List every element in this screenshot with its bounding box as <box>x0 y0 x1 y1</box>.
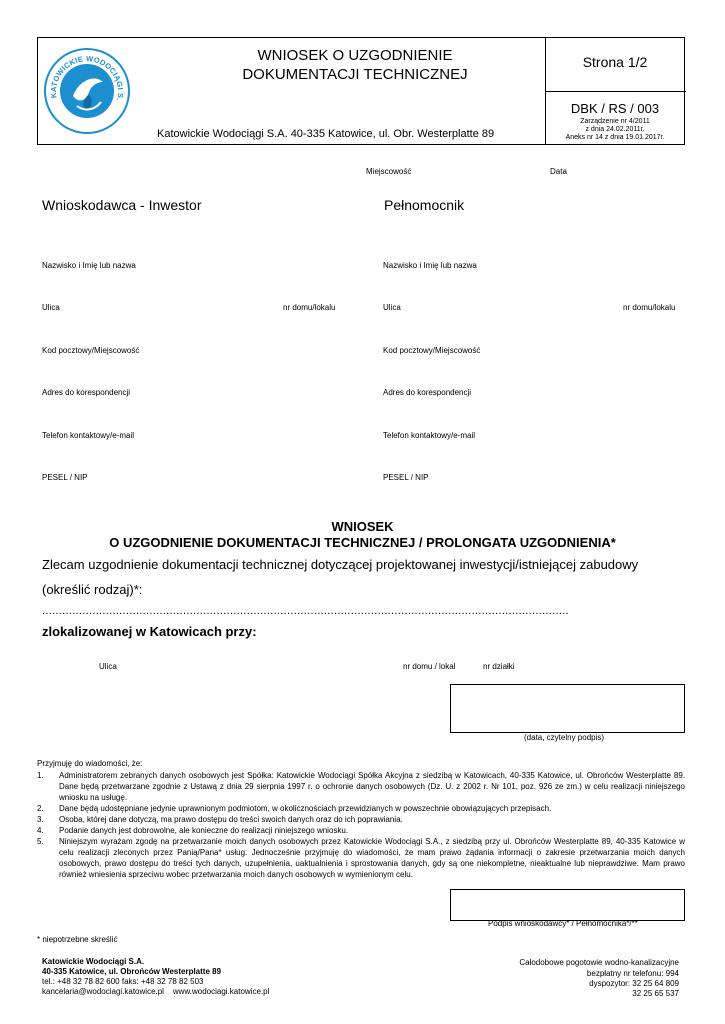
signature-label-request: (data, czytelny podpis) <box>524 733 605 742</box>
consent-item-number: 4. <box>37 826 44 835</box>
consent-intro: Przyjmuję do wiadomości, że: <box>37 759 143 768</box>
ordinance-line2: z dnia 24.02.2011r. <box>585 126 645 133</box>
consent-item <box>37 803 685 814</box>
applicant-house-label: nr domu/lokalu <box>283 303 336 312</box>
footer-website[interactable]: www.wodociagi.katowice.pl <box>172 987 270 996</box>
location-plot-label: nr działki <box>483 662 515 671</box>
footer-company: Katowickie Wodociągi S.A. <box>42 957 145 966</box>
applicant-phone-label: Telefon kontaktowy/e-mail <box>42 431 135 440</box>
page-number: Strona 1/2 <box>582 54 648 70</box>
footer-contact <box>42 987 269 997</box>
consent-item-text: Podanie danych jest dobrowolne, ale konieczne do realizacji niniejszego wniosku. <box>59 826 349 835</box>
ordinance-line3: Aneks nr 14 z dnia 19.01.2017r. <box>565 134 665 141</box>
location-house-label: nr domu / lokal <box>403 662 456 671</box>
applicant-heading: Wnioskodawca - Inwestor <box>42 197 202 213</box>
applicant-name-label: Nazwisko i Imię lub nazwa <box>42 261 136 270</box>
signature-box-consent[interactable] <box>450 889 685 921</box>
footer-phone: tel.: +48 32 78 82 600 faks: +48 32 78 82 503 <box>42 977 204 986</box>
request-type-field: ............................................................................................................................................................. <box>42 605 569 617</box>
proxy-pesel-label: PESEL / NIP <box>383 473 429 482</box>
signature-box-request[interactable] <box>450 684 685 733</box>
request-subtitle: O UZGODNIENIE DOKUMENTACJI TECHNICZNEJ / PROLONGATA UZGODNIENIA* <box>109 535 616 550</box>
emergency-line2: bezpłatny nr telefonu: 994 <box>586 969 679 978</box>
footer-email[interactable]: kancelaria@wodociagi.katowice.pl <box>42 987 164 996</box>
consent-item <box>37 770 685 803</box>
proxy-postal-label: Kod pocztowy/Miejscowość <box>383 346 481 355</box>
date-label: Data <box>550 167 567 176</box>
applicant-postal-label: Kod pocztowy/Miejscowość <box>42 346 140 355</box>
consent-item-text: Dane będą udostępniane jedynie uprawnionym podmiotom, w okolicznościach przewidzianych w powszechnie obowiązujących przepisach. <box>59 804 552 813</box>
consent-item-text: Osoba, której dane dotyczą, ma prawo dostępu do treści swoich danych oraz do ich poprawiania. <box>59 815 403 824</box>
proxy-house-label: nr domu/lokalu <box>623 303 676 312</box>
ordinance-line1: Zarządzenie nr 4/2011 <box>580 118 650 125</box>
emergency-line4: 32 25 65 537 <box>632 989 679 998</box>
consent-item-number: 1. <box>37 771 44 780</box>
emergency-line1: Całodobowe pogotowie wodno-kanalizacyjne <box>519 958 679 967</box>
company-logo <box>43 44 131 138</box>
signature-label-consent: Podpis wnioskodawcy* / Pełnomocnika*/** <box>488 919 638 928</box>
consent-item <box>37 814 685 825</box>
consent-item-text: Niniejszym wyrażam zgodę na przetwarzanie moich danych osobowych przez Katowickie Wodociągi S.A., z siedzibą przy ul. Obrońców Westerplatte 89, 40-335 Katowice w celu realizacji zleconych przez Panią/Pana* usług. Jednocześnie przyjmuję do wiadomości, że mam prawo żądania informacji o zakresie przetwarzania moich danych osobowych, prawo dostępu do treści tych danych, uzupełnienia, uaktualnienia i sprostowania danych, gdy są one niekompletne, nieaktualne lub nieprawdziwe. Mam prawo również wniesienia sprzeciwu wobec przetwarzania moich danych osobowych w wymienionym celu. <box>59 837 685 879</box>
consent-item <box>37 825 685 836</box>
footer-address: 40-335 Katowice, ul. Obrońców Westerplatte 89 <box>42 967 222 976</box>
proxy-phone-label: Telefon kontaktowy/e-mail <box>383 431 476 440</box>
consent-item <box>37 836 685 880</box>
document-code: DBK / RS / 003 <box>570 101 660 116</box>
location-street-label: Ulica <box>99 662 117 671</box>
request-text-line2: (określić rodzaj)*: <box>42 582 143 597</box>
request-text-line1: Zlecam uzgodnienie dokumentacji technicznej dotyczącej projektowanej inwestycji/istniejącej zabudowy <box>42 557 639 572</box>
footnote: * niepotrzebne skreślić <box>37 935 118 944</box>
consent-item-number: 2. <box>37 804 44 813</box>
form-title-line2: DOKUMENTACJI TECHNICZNEJ <box>242 66 468 83</box>
consent-item-number: 5. <box>37 837 44 846</box>
consent-item-number: 3. <box>37 815 44 824</box>
proxy-heading: Pełnomocnik <box>384 197 465 213</box>
applicant-street-label: Ulica <box>42 303 60 312</box>
request-title: WNIOSEK <box>331 519 394 534</box>
location-heading: zlokalizowanej w Katowicach przy: <box>42 624 257 639</box>
proxy-street-label: Ulica <box>383 303 401 312</box>
proxy-name-label: Nazwisko i Imię lub nazwa <box>383 261 477 270</box>
consent-list <box>37 770 685 880</box>
proxy-correspondence-label: Adres do korespondencji <box>383 388 472 397</box>
applicant-correspondence-label: Adres do korespondencji <box>42 388 131 397</box>
applicant-pesel-label: PESEL / NIP <box>42 473 88 482</box>
header-divider-horizontal <box>545 91 686 92</box>
company-address: Katowickie Wodociągi S.A. 40-335 Katowice, ul. Obr. Westerplatte 89 <box>157 128 495 140</box>
consent-item-text: Administratorem zebranych danych osobowych jest Spółka: Katowickie Wodociągi Spółka Akcyjna z siedzibą w Katowicach, 40-335 Katowice, ul. Obrońców Westerplatte 89. Dane będą przetwarzane zgodnie z Ustawą z dnia 29 sierpnia 1997 r. o ochronie danych osobowych (Dz. U. z 2002 r. Nr 101, poz. 926 ze zm.) w celu realizacji niniejszego wniosku na usługę. <box>59 771 685 802</box>
logo-text: KATOWICKIE WODOCIĄGI S. <box>48 54 126 102</box>
form-title-line1: WNIOSEK O UZGODNIENIE <box>257 47 453 64</box>
place-label: Miejscowość <box>366 167 412 176</box>
emergency-line3: dyspozytor: 32 25 64 809 <box>589 979 679 988</box>
